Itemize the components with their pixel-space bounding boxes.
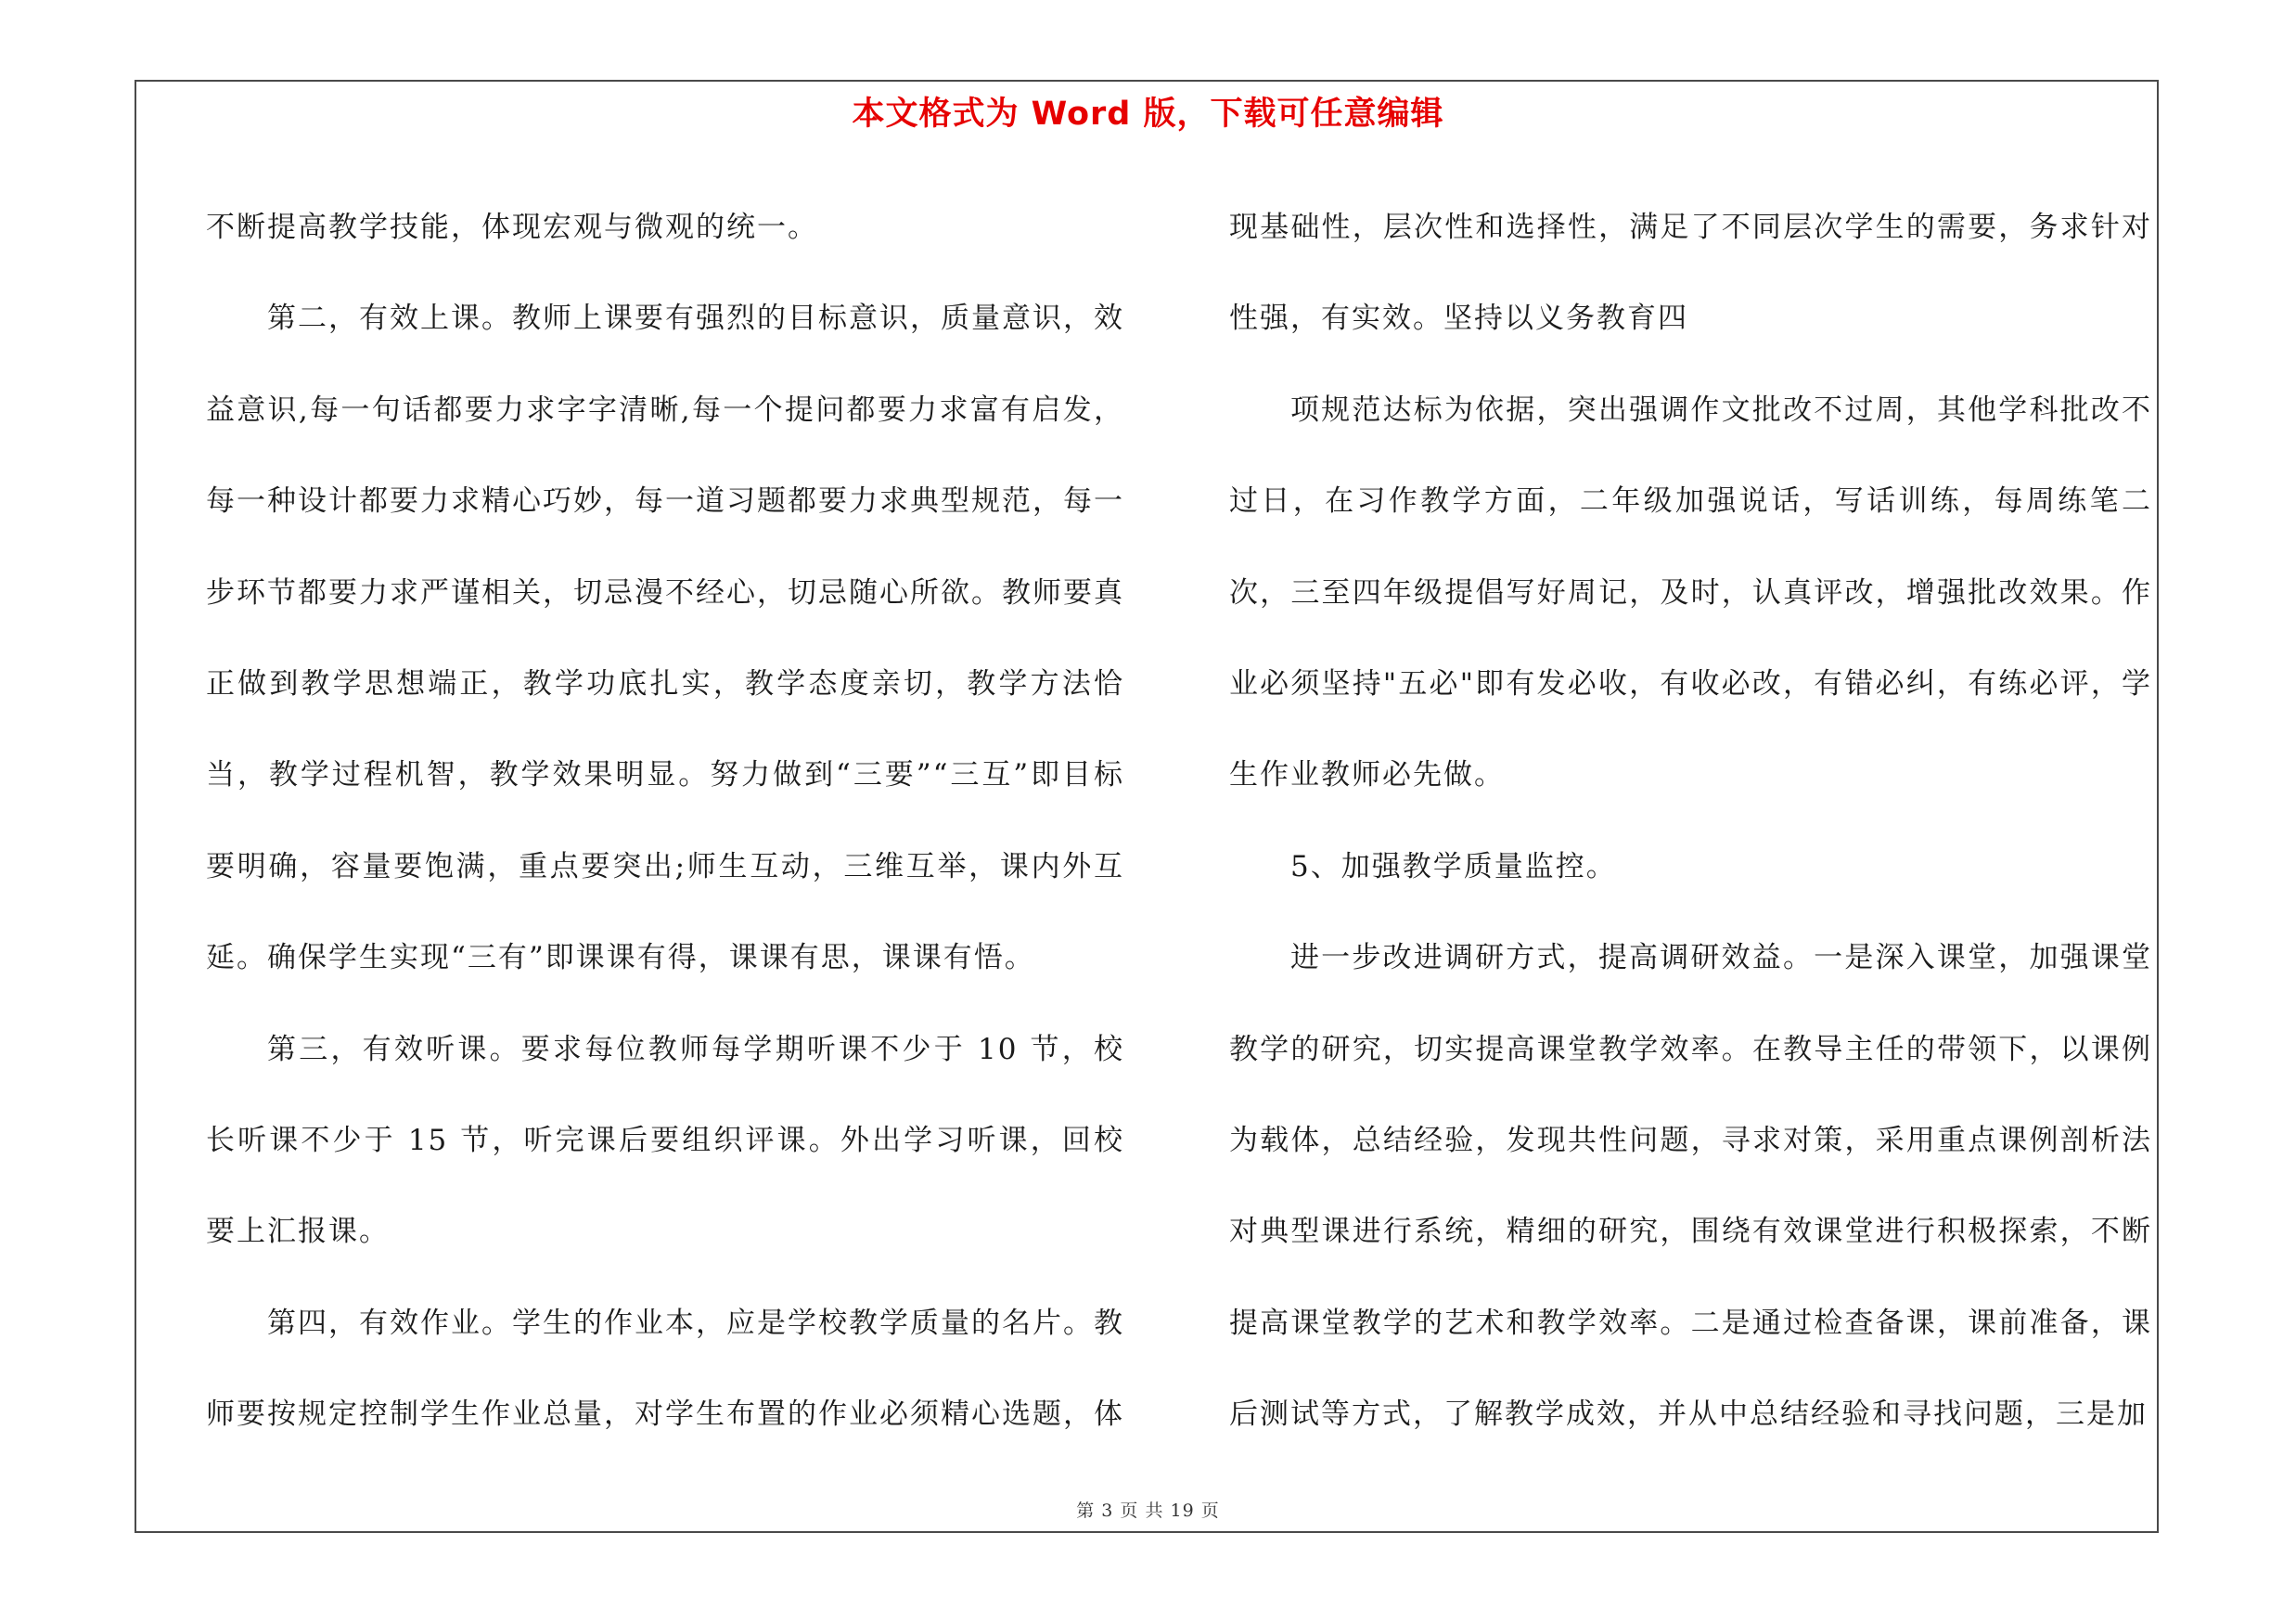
paragraph: 第二，有效上课。教师上课要有强烈的目标意识，质量意识，效益意识,每一句话都要力求字字清晰,每一个提问都要力求富有启发，每一种设计都要力求精心巧妙，每一道习题都要力求典型规范，每一步环节都要力求严谨相关，切忌漫不经心，切忌随心所欲。教师要真正做到教学思想端正，教学功底扎实，教学态度亲切，教学方法恰当，教学过程机智，教学效果明显。努力做到“三要”“三互”即目标要明确，容量要饱满，重点要突出;师生互动，三维互举，课内外互延。确保学生实现“三有”即课课有得，课课有思，课课有悟。	[206, 302, 1124, 975]
right-text-column	[1229, 182, 2152, 1461]
paragraph: 5、加强教学质量监控。	[1290, 849, 1617, 883]
paragraph: 项规范达标为依据，突出强调作文批改不过周，其他学科批改不过日，在习作教学方面，二年级加强说话，写话训练，每周练笔二次，三至四年级提倡写好周记，及时，认真评改，增强批改效果。作业必须坚持"五必"即有发必收，有收必改，有错必纠，有练必评，学生作业教师必先做。	[1229, 393, 2152, 792]
paragraph: 不断提高教学技能，体现宏观与微观的统一。	[206, 211, 818, 244]
page-number-footer: 第 3 页 共 19 页	[1076, 1501, 1220, 1521]
paragraph: 进一步改进调研方式，提高调研效益。一是深入课堂，加强课堂教学的研究，切实提高课堂教学效率。在教导主任的带领下，以课例为载体，总结经验，发现共性问题，寻求对策，采用重点课例剖析法对典型课进行系统，精细的研究，围绕有效课堂进行积极探索，不断提高课堂教学的艺术和教学效率。二是通过检查备课，课前准备，课后测试等方式，了解教学成效，并从中总结经验和寻找问题，三是加	[1229, 941, 2152, 1432]
paragraph: 第三，有效听课。要求每位教师每学期听课不少于 10 节，校长听课不少于 15 节，听完课后要组织评课。外出学习听课，回校要上汇报课。	[206, 1032, 1124, 1249]
left-text-column	[206, 182, 1124, 1461]
paragraph: 现基础性，层次性和选择性，满足了不同层次学生的需要，务求针对性强，有实效。坚持以义务教育四	[1229, 211, 2152, 336]
document-header-notice: 本文格式为 Word 版，下载可任意编辑	[852, 96, 1444, 133]
paragraph: 第四，有效作业。学生的作业本，应是学校教学质量的名片。教师要按规定控制学生作业总量，对学生布置的作业必须精心选题，体	[206, 1306, 1124, 1432]
